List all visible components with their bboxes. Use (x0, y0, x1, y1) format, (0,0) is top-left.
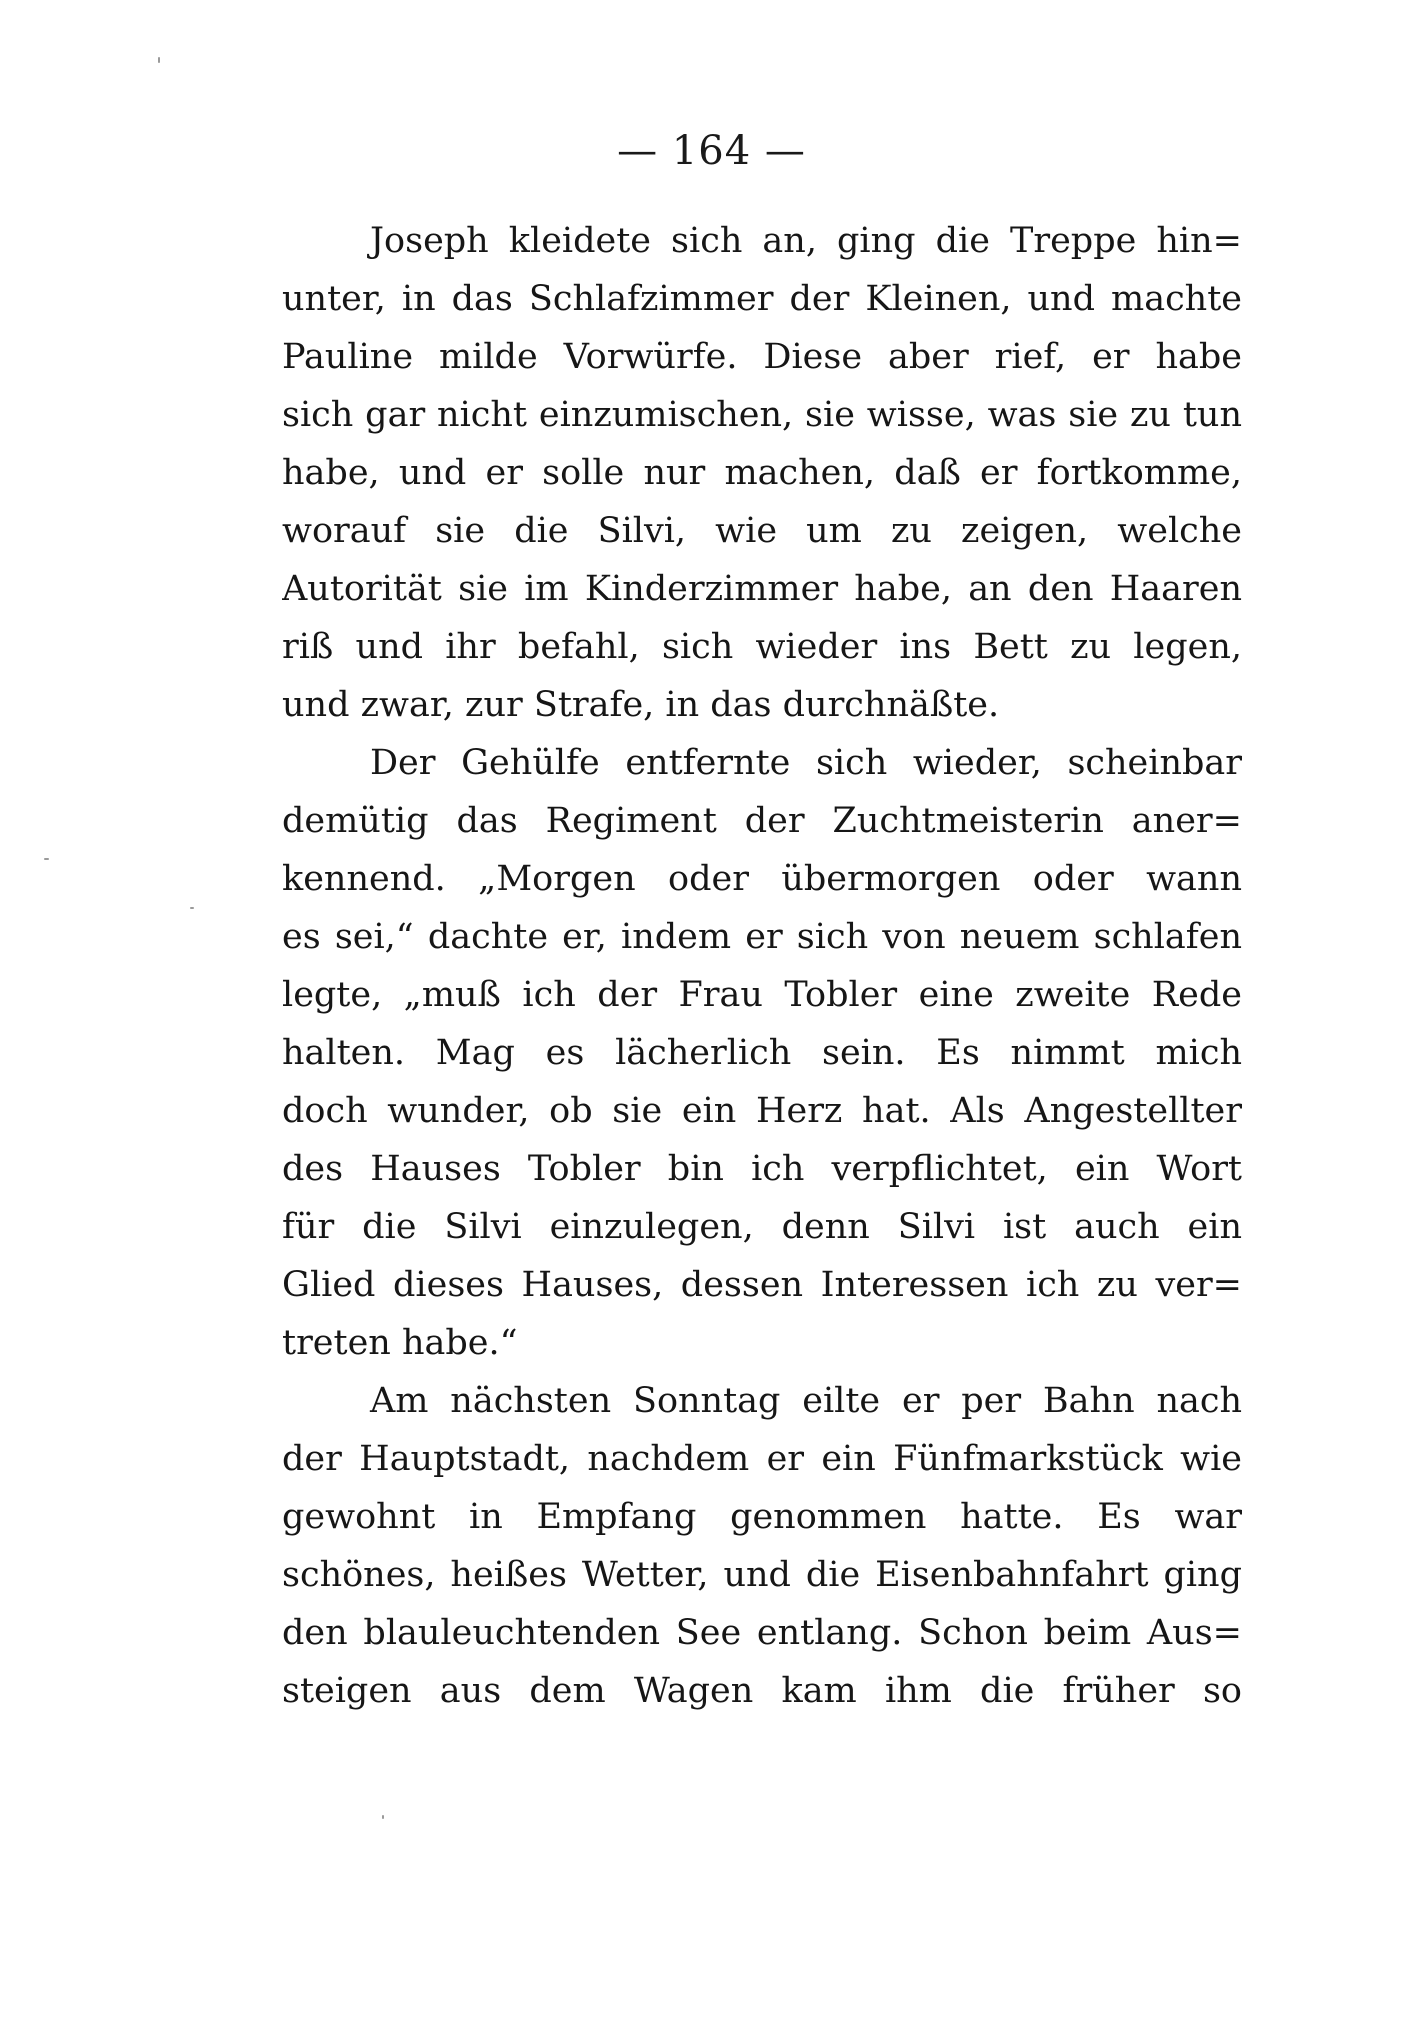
text-line: sich gar nicht einzumischen, sie wisse, was sie zu tun (282, 395, 1242, 435)
text-line: worauf sie die Silvi, wie um zu zeigen, welche (282, 511, 1242, 551)
text-line: demütig das Regiment der Zuchtmeisterin aner= (282, 801, 1242, 841)
text-line: für die Silvi einzulegen, denn Silvi ist auch ein (282, 1207, 1242, 1247)
body-text (282, 212, 1242, 1720)
scan-speck (382, 1815, 384, 1819)
text-line: schönes, heißes Wetter, und die Eisenbahnfahrt ging (282, 1555, 1242, 1595)
text-line: kennend. „Morgen oder übermorgen oder wann (282, 859, 1242, 899)
text-line: Joseph kleidete sich an, ging die Treppe hin= (370, 221, 1242, 261)
text-line: Am nächsten Sonntag eilte er per Bahn nach (370, 1381, 1242, 1421)
text-line: halten. Mag es lächerlich sein. Es nimmt mich (282, 1033, 1242, 1073)
text-line: habe, und er solle nur machen, daß er fortkomme, (282, 453, 1242, 493)
text-line: doch wunder, ob sie ein Herz hat. Als Angestellter (282, 1091, 1242, 1131)
text-line: es sei,“ dachte er, indem er sich von neuem schlafen (282, 917, 1242, 957)
text-line: Autorität sie im Kinderzimmer habe, an den Haaren (282, 569, 1242, 609)
text-line: Glied dieses Hauses, dessen Interessen ich zu ver= (282, 1265, 1242, 1305)
text-line: der Hauptstadt, nachdem er ein Fünfmarkstück wie (282, 1439, 1242, 1479)
text-line: steigen aus dem Wagen kam ihm die früher so (282, 1671, 1242, 1711)
scan-speck (190, 907, 194, 909)
text-line: des Hauses Tobler bin ich verpflichtet, ein Wort (282, 1149, 1242, 1189)
text-line: gewohnt in Empfang genommen hatte. Es war (282, 1497, 1242, 1537)
scan-speck (158, 57, 160, 63)
text-line: unter, in das Schlafzimmer der Kleinen, und machte (282, 279, 1242, 319)
text-line: Der Gehülfe entfernte sich wieder, scheinbar (370, 743, 1242, 783)
text-line: treten habe.“ (282, 1323, 518, 1363)
text-line: riß und ihr befahl, sich wieder ins Bett zu legen, (282, 627, 1242, 667)
text-line: den blauleuchtenden See entlang. Schon beim Aus= (282, 1613, 1242, 1653)
scan-speck (44, 858, 49, 860)
text-line: legte, „muß ich der Frau Tobler eine zweite Rede (282, 975, 1242, 1015)
text-line: und zwar, zur Strafe, in das durchnäßte. (282, 685, 1000, 725)
page-number: — 164 — (617, 128, 806, 174)
text-line: Pauline milde Vorwürfe. Diese aber rief, er habe (282, 337, 1242, 377)
